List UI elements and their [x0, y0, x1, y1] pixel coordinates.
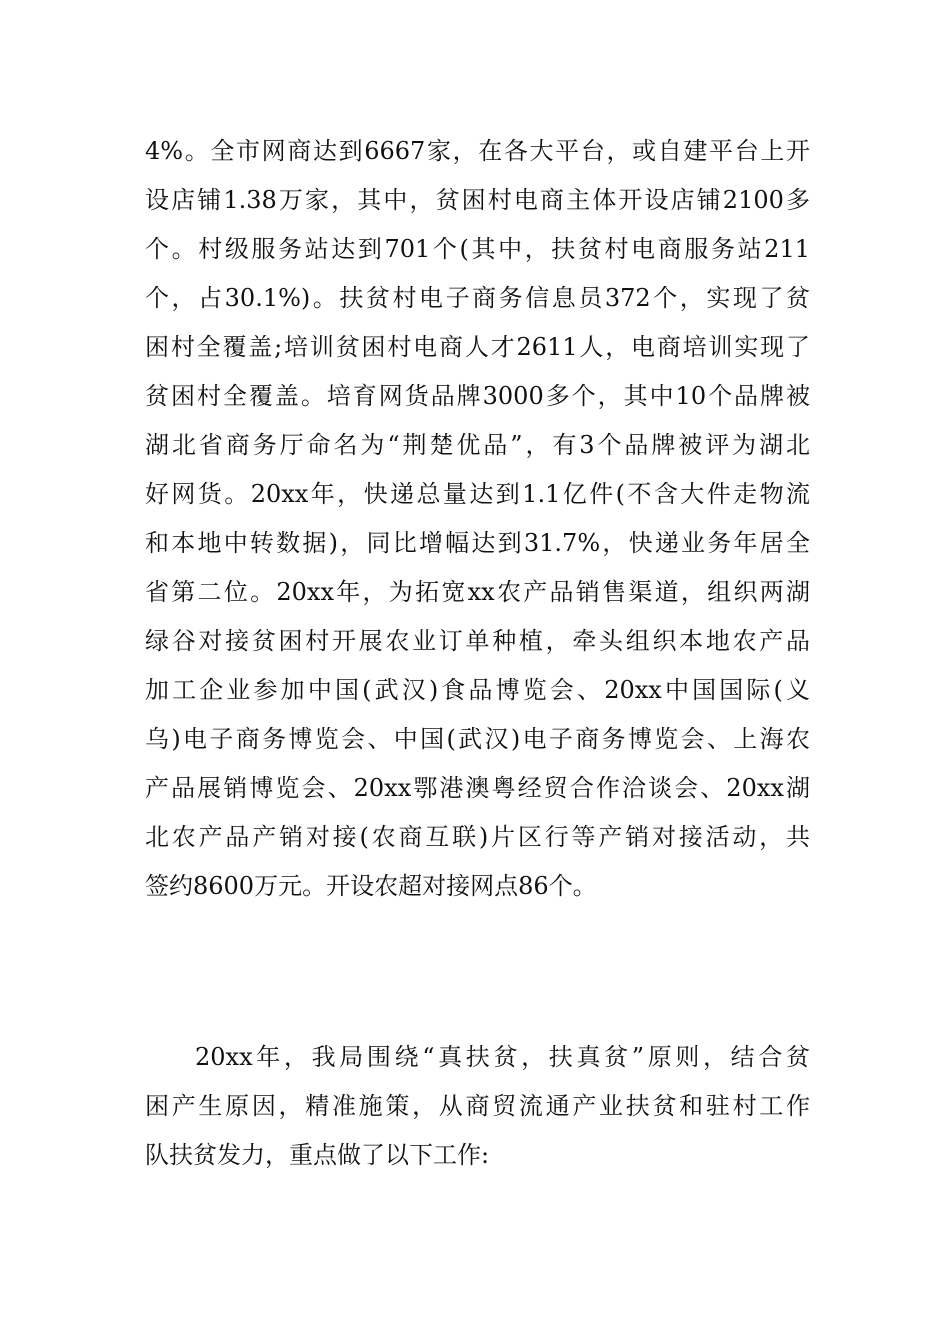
text-line: 困村全覆盖;培训贫困村电商人才2611人，电商培训实现了	[145, 333, 810, 361]
text-line: 北农产品产销对接(农商互联)片区行等产销对接活动，共	[145, 823, 810, 851]
text-line: 签约8600万元。开设农超对接网点86个。	[145, 872, 597, 900]
text-line: 产品展销博览会、20xx鄂港澳粤经贸合作洽谈会、20xx湖	[145, 774, 810, 802]
text-line: 绿谷对接贫困村开展农业订单种植，牵头组织本地农产品	[145, 627, 810, 655]
text-line: 贫困村全覆盖。培育网货品牌3000多个，其中10个品牌被	[145, 382, 810, 410]
text-line: 和本地中转数据)，同比增幅达到31.7%，快递业务年居全	[145, 529, 810, 557]
text-line: 队扶贫发力，重点做了以下工作:	[145, 1141, 490, 1169]
paragraph-poverty-work-intro	[145, 1033, 810, 1180]
text-line: 困产生原因，精准施策，从商贸流通产业扶贫和驻村工作	[145, 1092, 810, 1120]
text-line: 20xx年，我局围绕“真扶贫，扶真贫”原则，结合贫	[195, 1043, 810, 1071]
text-line: 设店铺1.38万家，其中，贫困村电商主体开设店铺2100多	[145, 186, 810, 214]
paragraph-ecommerce-stats	[145, 127, 810, 911]
text-line: 乌)电子商务博览会、中国(武汉)电子商务博览会、上海农	[145, 725, 810, 753]
text-line: 个，占30.1%)。扶贫村电子商务信息员372个，实现了贫	[145, 284, 810, 312]
text-line: 好网货。20xx年，快递总量达到1.1亿件(不含大件走物流	[145, 480, 810, 508]
text-line: 加工企业参加中国(武汉)食品博览会、20xx中国国际(义	[145, 676, 810, 704]
text-line: 个。村级服务站达到701个(其中，扶贫村电商服务站211	[145, 235, 810, 263]
text-line: 4%。全市网商达到6667家，在各大平台，或自建平台上开	[145, 137, 810, 165]
text-line: 省第二位。20xx年，为拓宽xx农产品销售渠道，组织两湖	[145, 578, 810, 606]
text-line: 湖北省商务厅命名为“荆楚优品”，有3个品牌被评为湖北	[145, 431, 810, 459]
